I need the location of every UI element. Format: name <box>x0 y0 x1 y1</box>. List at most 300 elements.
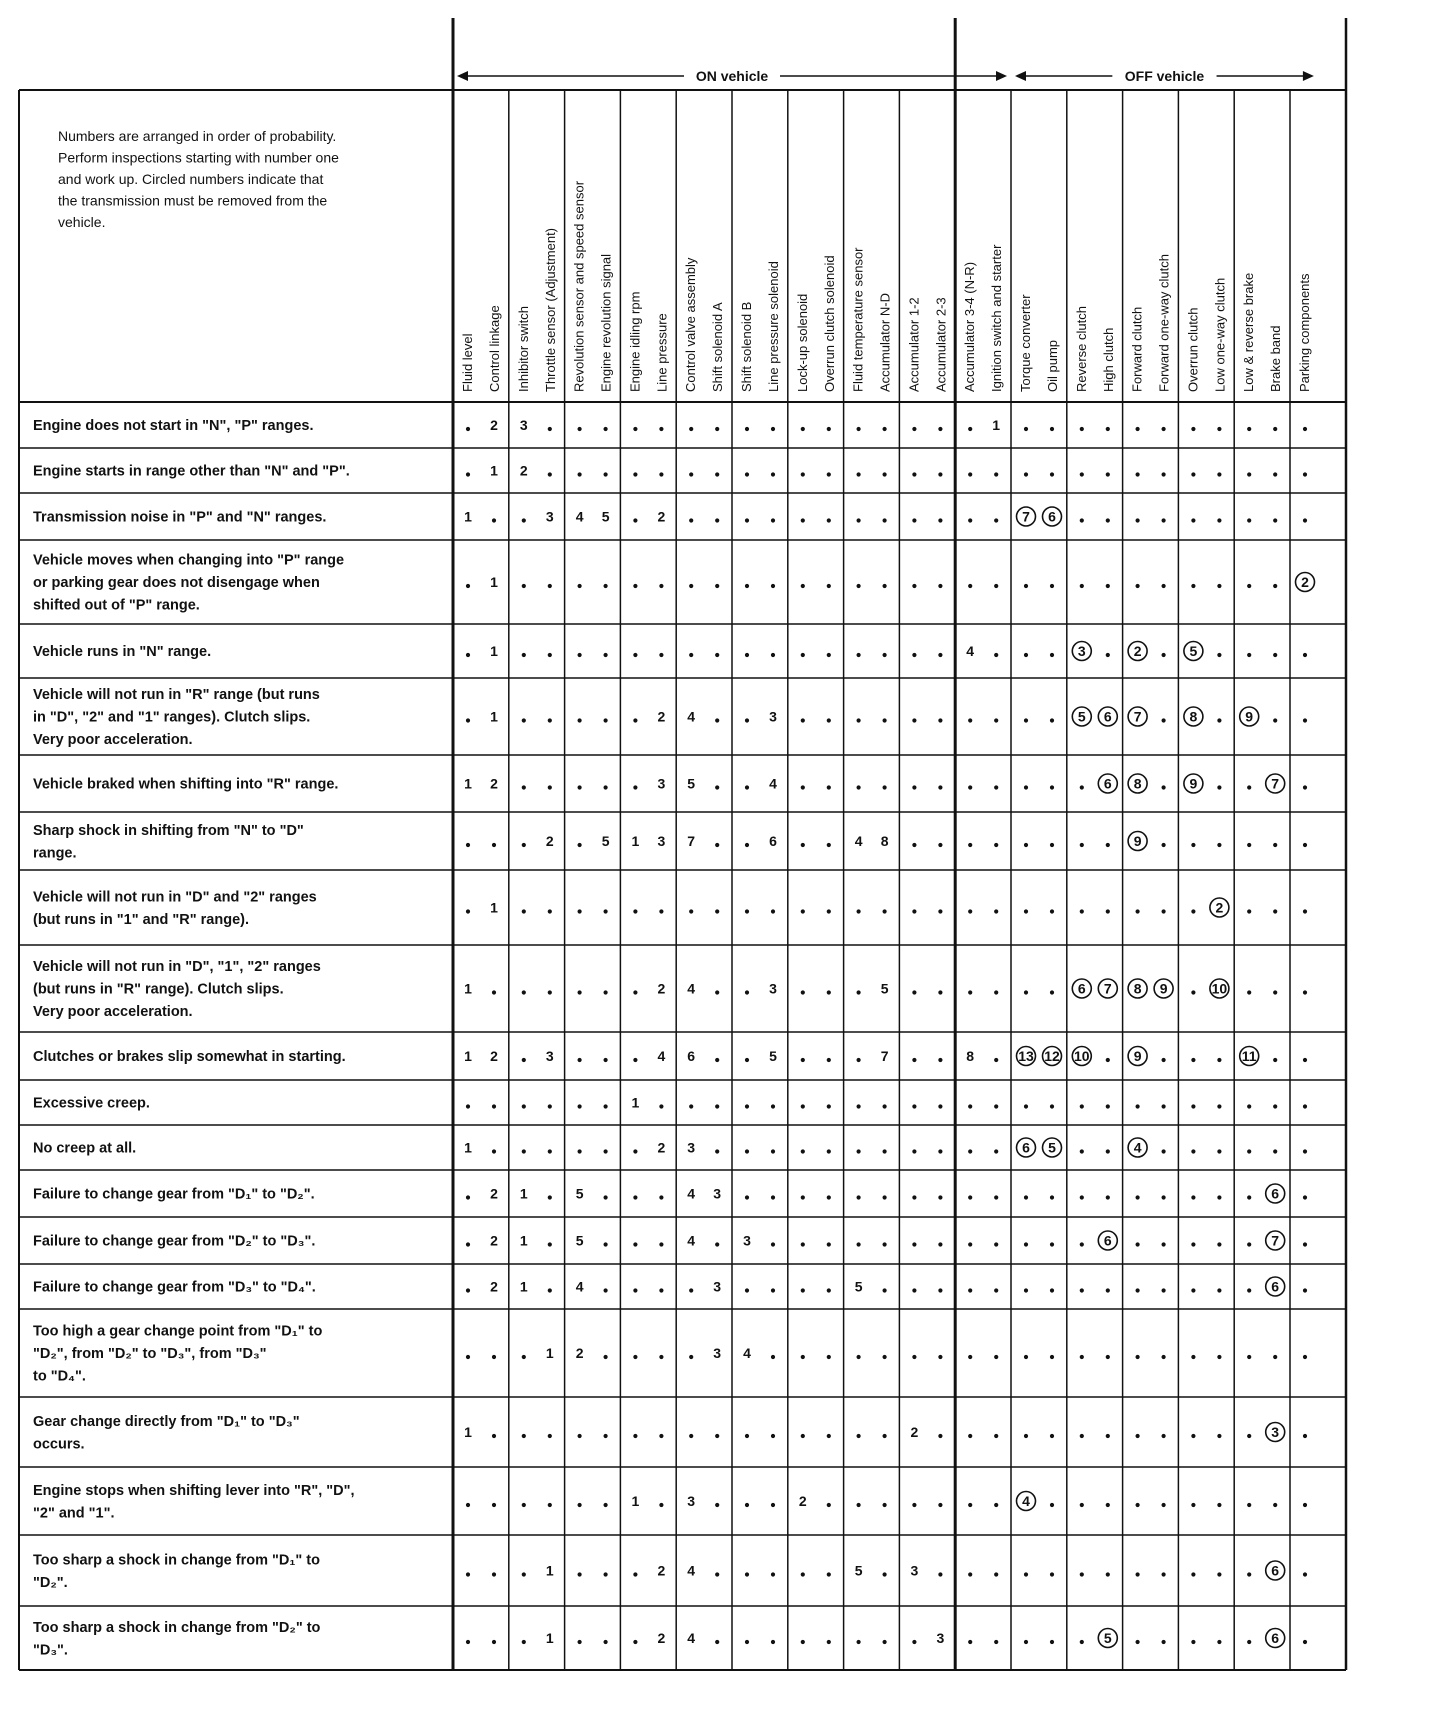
table-cell-dot <box>1080 472 1084 476</box>
table-cell-dot <box>1303 1355 1307 1359</box>
intro-line: vehicle. <box>58 214 106 230</box>
table-cell-dot <box>522 990 526 994</box>
table-cell-dot <box>1191 1434 1195 1438</box>
table-cell-dot <box>1273 718 1277 722</box>
table-cell-number: 3 <box>657 775 666 792</box>
table-cell-dot <box>1162 1242 1166 1246</box>
symptom-text: Gear change directly from "D₁" to "D₃" <box>33 1413 300 1430</box>
table-cell-dot <box>1273 427 1277 431</box>
table-cell-dot <box>1303 518 1307 522</box>
table-cell-dot <box>1217 653 1221 657</box>
column-header: Low one-way clutch <box>1212 277 1228 392</box>
table-cell-dot <box>883 1242 887 1246</box>
table-cell-dot <box>1191 1640 1195 1644</box>
table-cell-dot <box>827 1434 831 1438</box>
table-cell-dot <box>1080 1640 1084 1644</box>
table-cell-dot <box>1080 909 1084 913</box>
table-cell-dot <box>968 1434 972 1438</box>
table-cell-dot <box>1106 1434 1110 1438</box>
table-cell-number: 2 <box>575 1345 584 1361</box>
table-cell-dot <box>1050 1355 1054 1359</box>
table-cell-number: 5 <box>575 1185 584 1202</box>
column-header: Engine revolution signal <box>598 253 614 392</box>
table-cell-dot <box>659 1288 663 1292</box>
table-cell-dot <box>1080 1195 1084 1199</box>
table-cell-dot <box>771 1572 775 1576</box>
table-cell-dot <box>492 1434 496 1438</box>
table-cell-dot <box>1303 990 1307 994</box>
table-cell-dot <box>1024 990 1028 994</box>
table-cell-dot <box>994 584 998 588</box>
table-cell-dot <box>1247 1572 1251 1576</box>
intro-line: Perform inspections starting with number one <box>58 149 339 166</box>
symptom-text: shifted out of "P" range. <box>33 597 200 614</box>
column-header: Accumulator 3-4 (N-R) <box>962 261 978 392</box>
table-cell-dot <box>633 472 637 476</box>
table-cell-number: 4 <box>687 980 696 997</box>
table-cell-dot <box>1217 1572 1221 1576</box>
table-cell-dot <box>1303 1058 1307 1062</box>
table-cell-dot <box>827 843 831 847</box>
table-cell-circled: 11 <box>1241 1048 1257 1064</box>
table-cell-dot <box>801 1288 805 1292</box>
table-cell-dot <box>578 1058 582 1062</box>
table-cell-dot <box>1303 1149 1307 1153</box>
group-label: OFF vehicle <box>1124 68 1205 84</box>
table-cell-dot <box>522 1503 526 1507</box>
table-cell-dot <box>827 518 831 522</box>
table-cell-dot <box>745 1640 749 1644</box>
column-header: Oil pump <box>1045 339 1060 392</box>
column-header: Engine idling rpm <box>627 291 643 392</box>
table-cell-dot <box>857 1503 861 1507</box>
table-cell-dot <box>578 584 582 588</box>
symptom-text: in "D", "2" and "1" ranges). Clutch slips. <box>33 709 311 726</box>
table-cell-circled: 2 <box>1133 643 1142 659</box>
table-cell-dot <box>522 1572 526 1576</box>
table-cell-dot <box>1024 1355 1028 1359</box>
table-cell-dot <box>1080 843 1084 847</box>
column-header: Lock-up solenoid <box>794 293 810 392</box>
table-cell-dot <box>771 653 775 657</box>
table-cell-dot <box>1136 472 1140 476</box>
symptom-text: Excessive creep. <box>33 1095 150 1112</box>
table-cell-dot <box>1162 1572 1166 1576</box>
table-cell-dot <box>827 584 831 588</box>
table-cell-dot <box>1303 1242 1307 1246</box>
table-cell-number: 1 <box>631 1094 640 1111</box>
table-cell-dot <box>827 1288 831 1292</box>
table-cell-dot <box>659 1104 663 1108</box>
column-header: Line pressure solenoid <box>766 261 781 392</box>
table-cell-dot <box>857 1149 861 1153</box>
table-cell-dot <box>968 1640 972 1644</box>
symptom-text: Vehicle moves when changing into "P" range <box>33 552 345 569</box>
table-cell-dot <box>578 1640 582 1644</box>
table-cell-dot <box>771 472 775 476</box>
table-cell-dot <box>883 909 887 913</box>
table-cell-dot <box>745 584 749 588</box>
table-cell-dot <box>938 909 942 913</box>
table-cell-dot <box>994 1503 998 1507</box>
table-cell-dot <box>912 1640 916 1644</box>
table-cell-dot <box>968 1355 972 1359</box>
table-cell-dot <box>771 1503 775 1507</box>
table-cell-dot <box>633 785 637 789</box>
table-cell-dot <box>1162 1149 1166 1153</box>
table-cell-dot <box>633 1195 637 1199</box>
table-cell-dot <box>1080 1288 1084 1292</box>
table-cell-dot <box>938 990 942 994</box>
table-cell-dot <box>604 1242 608 1246</box>
table-cell-dot <box>689 1355 693 1359</box>
table-cell-dot <box>1303 472 1307 476</box>
table-cell-dot <box>548 785 552 789</box>
table-cell-dot <box>857 1104 861 1108</box>
table-cell-dot <box>633 1058 637 1062</box>
table-cell-dot <box>633 1288 637 1292</box>
table-cell-number: 3 <box>743 1232 751 1249</box>
table-cell-number: 1 <box>464 775 472 792</box>
symptom-text: "D₂". <box>33 1574 68 1591</box>
table-cell-dot <box>857 1434 861 1438</box>
table-cell-dot <box>548 1149 552 1153</box>
table-cell-number: 4 <box>657 1048 666 1064</box>
table-cell-dot <box>604 1640 608 1644</box>
table-cell-dot <box>659 909 663 913</box>
table-cell-dot <box>968 1195 972 1199</box>
table-cell-dot <box>771 1242 775 1246</box>
table-cell-dot <box>1247 472 1251 476</box>
table-cell-dot <box>466 843 470 847</box>
table-cell-number: 1 <box>490 574 498 590</box>
table-cell-dot <box>1080 1149 1084 1153</box>
table-cell-dot <box>1191 990 1195 994</box>
table-cell-circled: 5 <box>1103 1630 1112 1646</box>
table-cell-dot <box>522 843 526 847</box>
table-cell-dot <box>938 653 942 657</box>
table-cell-dot <box>715 1242 719 1246</box>
group-headers <box>457 68 1314 84</box>
intro-line: and work up. Circled numbers indicate that <box>58 171 324 187</box>
table-cell-dot <box>1303 1434 1307 1438</box>
table-cell-dot <box>578 1104 582 1108</box>
table-cell-dot <box>1050 1572 1054 1576</box>
table-cell-dot <box>1273 1355 1277 1359</box>
table-cell-dot <box>604 584 608 588</box>
table-cell-dot <box>548 1242 552 1246</box>
table-cell-dot <box>1136 1434 1140 1438</box>
table-cell-dot <box>1217 1195 1221 1199</box>
table-cell-number: 5 <box>854 1562 863 1579</box>
table-cell-dot <box>1162 1104 1166 1108</box>
table-cell-number: 2 <box>490 1185 498 1202</box>
table-cell-dot <box>827 1104 831 1108</box>
table-cell-number: 3 <box>713 1278 722 1295</box>
table-cell-dot <box>604 1149 608 1153</box>
table-cell-dot <box>715 518 719 522</box>
column-header: Low & reverse brake <box>1241 272 1257 392</box>
table-cell-dot <box>522 518 526 522</box>
table-cell-circled: 7 <box>1103 980 1112 997</box>
symptom-labels <box>33 418 355 1658</box>
table-cell-dot <box>715 1434 719 1438</box>
table-cell-number: 3 <box>769 980 777 997</box>
table-cell-dot <box>968 785 972 789</box>
column-header: Parking components <box>1297 273 1312 392</box>
table-cell-dot <box>968 909 972 913</box>
column-header: Inhibitor switch <box>515 306 531 392</box>
table-cell-number: 1 <box>519 1278 528 1295</box>
table-cell-dot <box>1191 1104 1195 1108</box>
table-cell-dot <box>1217 785 1221 789</box>
table-cell-dot <box>1303 718 1307 722</box>
table-cell-dot <box>548 584 552 588</box>
table-cell-dot <box>912 1288 916 1292</box>
table-cell-dot <box>1106 427 1110 431</box>
table-cell-dot <box>938 472 942 476</box>
table-cell-number: 3 <box>936 1630 945 1646</box>
symptom-text: "D₃". <box>33 1642 68 1659</box>
table-cell-dot <box>938 1058 942 1062</box>
table-cell-dot <box>1106 1288 1110 1292</box>
table-cell-dot <box>1273 1149 1277 1153</box>
table-cell-dot <box>1024 1434 1028 1438</box>
table-cell-dot <box>938 1288 942 1292</box>
table-cell-dot <box>912 909 916 913</box>
table-cell-dot <box>1247 1434 1251 1438</box>
table-cell-dot <box>1217 843 1221 847</box>
table-cell-circled: 8 <box>1133 980 1142 997</box>
table-cell-dot <box>912 472 916 476</box>
table-cell-dot <box>1247 990 1251 994</box>
table-cell-dot <box>1191 1058 1195 1062</box>
table-cell-dot <box>771 518 775 522</box>
table-cell-circled: 13 <box>1018 1048 1034 1064</box>
table-cell-dot <box>492 1149 496 1153</box>
table-cell-dot <box>1303 1572 1307 1576</box>
table-cell-dot <box>994 909 998 913</box>
table-cell-dot <box>548 1288 552 1292</box>
table-cell-number: 1 <box>631 833 640 849</box>
table-cell-dot <box>604 785 608 789</box>
table-cell-dot <box>745 718 749 722</box>
table-cell-dot <box>912 1058 916 1062</box>
table-cell-dot <box>1050 584 1054 588</box>
table-cell-dot <box>912 990 916 994</box>
table-cell-dot <box>604 718 608 722</box>
table-cell-dot <box>1162 1640 1166 1644</box>
table-cell-dot <box>578 653 582 657</box>
table-cell-dot <box>1247 584 1251 588</box>
table-cell-dot <box>1247 427 1251 431</box>
column-header: Revolution sensor and speed sensor <box>571 180 587 392</box>
table-cell-dot <box>968 718 972 722</box>
table-cell-number: 3 <box>687 1139 696 1156</box>
table-cell-dot <box>548 718 552 722</box>
table-cell-circled: 10 <box>1074 1048 1090 1064</box>
table-cell-dot <box>1273 1503 1277 1507</box>
table-cell-dot <box>1273 584 1277 588</box>
table-cell-dot <box>633 653 637 657</box>
table-cell-dot <box>1024 584 1028 588</box>
table-cell-dot <box>1191 584 1195 588</box>
table-cell-dot <box>912 1355 916 1359</box>
table-cell-dot <box>522 653 526 657</box>
table-cell-dot <box>968 1572 972 1576</box>
table-cell-dot <box>994 1242 998 1246</box>
table-cell-dot <box>633 1355 637 1359</box>
table-cell-circled: 4 <box>1133 1139 1142 1156</box>
table-cell-dot <box>745 1503 749 1507</box>
table-cell-dot <box>715 909 719 913</box>
column-header: Brake band <box>1268 325 1284 392</box>
table-cell-circled: 2 <box>1215 899 1224 916</box>
table-cell-number: 1 <box>464 980 472 997</box>
table-cell-dot <box>715 990 719 994</box>
table-cell-dot <box>466 1572 470 1576</box>
table-cell-dot <box>1080 1355 1084 1359</box>
table-cell-dot <box>1080 1242 1084 1246</box>
table-cell-dot <box>827 1058 831 1062</box>
table-cell-dot <box>801 1355 805 1359</box>
table-cell-dot <box>968 1242 972 1246</box>
table-cell-dot <box>801 785 805 789</box>
arrow-right-icon <box>1303 71 1314 81</box>
table-cell-dot <box>827 1503 831 1507</box>
table-cell-dot <box>1136 1640 1140 1644</box>
table-cell-dot <box>604 472 608 476</box>
table-cell-dot <box>801 472 805 476</box>
table-cell-circled: 5 <box>1189 643 1198 659</box>
symptom-text: Too sharp a shock in change from "D₂" to <box>33 1619 321 1636</box>
table-cell-dot <box>938 1104 942 1108</box>
table-cell-dot <box>883 785 887 789</box>
table-cell-dot <box>1106 909 1110 913</box>
table-cell-number: 7 <box>880 1048 889 1064</box>
table-cell-dot <box>1080 584 1084 588</box>
table-cell-circled: 6 <box>1022 1139 1030 1156</box>
table-cell-dot <box>1303 1503 1307 1507</box>
column-header: Control linkage <box>487 305 502 392</box>
table-cell-number: 3 <box>687 1493 696 1509</box>
table-cell-dot <box>1136 1503 1140 1507</box>
table-cell-dot <box>1080 1104 1084 1108</box>
table-cell-dot <box>1106 1149 1110 1153</box>
table-cell-dot <box>1247 843 1251 847</box>
table-cell-dot <box>466 909 470 913</box>
table-cell-dot <box>1050 1640 1054 1644</box>
table-cell-dot <box>1217 1355 1221 1359</box>
symptom-text: No creep at all. <box>33 1140 137 1157</box>
symptom-text: Vehicle will not run in "D" and "2" ranges <box>33 889 317 906</box>
table-cell-dot <box>1303 427 1307 431</box>
symptom-text: Vehicle will not run in "R" range (but runs <box>33 687 320 703</box>
table-cell-dot <box>466 1288 470 1292</box>
table-cell-dot <box>745 472 749 476</box>
table-cell-dot <box>492 990 496 994</box>
table-cell-circled: 6 <box>1103 775 1112 792</box>
table-cell-dot <box>492 518 496 522</box>
table-cell-circled: 9 <box>1133 1048 1142 1064</box>
table-cell-circled: 6 <box>1103 1232 1112 1249</box>
table-cell-number: 1 <box>992 417 1001 433</box>
symptom-text: Clutches or brakes slip somewhat in starting. <box>33 1049 346 1065</box>
symptom-text: Engine starts in range other than "N" and "P". <box>33 463 350 480</box>
table-cell-dot <box>715 1104 719 1108</box>
table-cell-dot <box>827 472 831 476</box>
table-cell-dot <box>745 785 749 789</box>
table-cell-dot <box>857 1242 861 1246</box>
column-header: Accumulator 1-2 <box>906 297 922 392</box>
table-cell-dot <box>1191 518 1195 522</box>
table-cell-number: 4 <box>769 775 777 792</box>
table-cell-dot <box>522 1640 526 1644</box>
table-cell-number: 1 <box>464 1139 472 1156</box>
arrow-left-icon <box>457 71 468 81</box>
table-cell-dot <box>801 427 805 431</box>
table-cell-dot <box>801 653 805 657</box>
table-cell-number: 1 <box>519 1185 528 1202</box>
symptom-text: (but runs in "R" range). Clutch slips. <box>33 981 284 998</box>
table-cell-dot <box>1162 909 1166 913</box>
table-cell-dot <box>1136 427 1140 431</box>
table-cell-dot <box>659 1195 663 1199</box>
table-cell-dot <box>1191 1195 1195 1199</box>
table-cell-number: 4 <box>687 708 696 725</box>
table-cell-dot <box>827 427 831 431</box>
table-cell-dot <box>771 427 775 431</box>
table-cell-number: 2 <box>490 417 498 433</box>
table-cell-dot <box>689 427 693 431</box>
table-cell-dot <box>1217 1503 1221 1507</box>
table-cell-circled: 9 <box>1133 833 1142 849</box>
table-cell-dot <box>857 427 861 431</box>
table-cell-dot <box>883 653 887 657</box>
table-cell-dot <box>1191 1149 1195 1153</box>
table-cell-number: 1 <box>545 1345 554 1361</box>
table-cell-dot <box>994 518 998 522</box>
table-cell-dot <box>1247 1104 1251 1108</box>
table-cell-dot <box>771 1434 775 1438</box>
table-cell-circled: 6 <box>1103 708 1112 725</box>
table-cell-dot <box>883 718 887 722</box>
table-cell-dot <box>1024 1104 1028 1108</box>
table-cell-dot <box>994 1195 998 1199</box>
table-cell-dot <box>883 1640 887 1644</box>
table-cell-dot <box>1303 653 1307 657</box>
table-cell-dot <box>745 427 749 431</box>
table-cell-dot <box>827 785 831 789</box>
table-cell-dot <box>883 1195 887 1199</box>
table-cell-dot <box>1191 1288 1195 1292</box>
table-cell-dot <box>968 427 972 431</box>
table-cell-circled: 9 <box>1189 775 1198 792</box>
table-cell-dot <box>1217 1640 1221 1644</box>
table-cell-dot <box>522 584 526 588</box>
table-cell-circled: 7 <box>1271 775 1280 792</box>
column-header: Torque converter <box>1018 294 1033 392</box>
table-cell-number: 5 <box>687 775 696 792</box>
table-cell-dot <box>1217 1288 1221 1292</box>
table-cell-dot <box>994 990 998 994</box>
table-cell-circled: 8 <box>1189 708 1198 725</box>
table-cell-dot <box>938 1242 942 1246</box>
table-cell-number: 3 <box>545 1048 554 1064</box>
table-cell-dot <box>578 909 582 913</box>
table-cell-dot <box>1247 1195 1251 1199</box>
table-cell-dot <box>604 1288 608 1292</box>
